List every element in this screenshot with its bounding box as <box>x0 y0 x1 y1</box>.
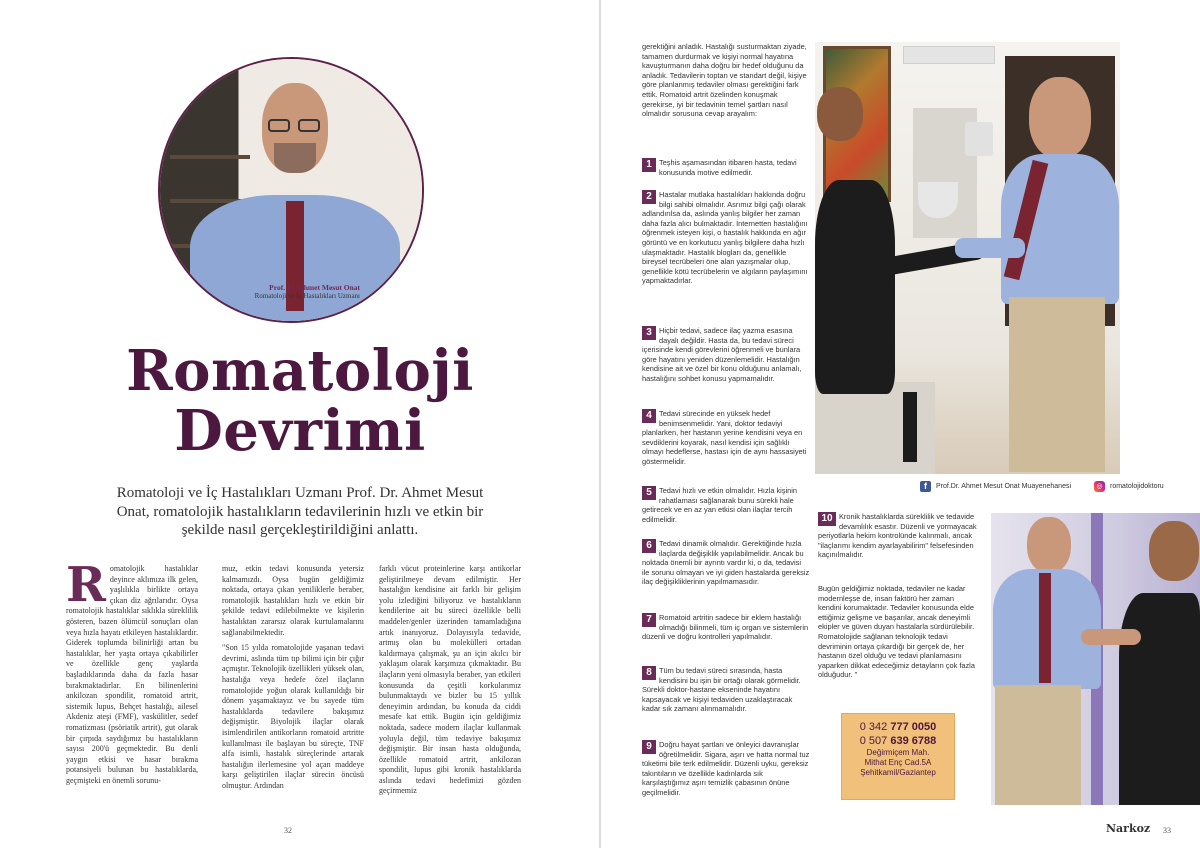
phone-1[interactable]: 0 342 777 0050 <box>859 721 937 733</box>
list-item <box>642 613 810 642</box>
article-lead: Romatoloji ve İç Hastalıkları Uzmanı Prof. Dr. Ahmet Mesut Onat, romatolojik hastalıkların tedavilerinin hızlı ve etkin bir şekilde nasıl gerçekleştirildiğini anlattı. <box>116 485 484 538</box>
list-item <box>642 666 810 714</box>
body-column-2 <box>222 564 364 814</box>
list-item <box>642 326 810 384</box>
closing-paragraph: Bugün geldiğimiz noktada, tedaviler ne kadar modernleşse de, insan faktörü her zaman kendini korumaktadır. Tedaviler konusunda elde ettiğimiz gelişme ve başarılar, ancak deneyimli ekipler ve güven duyan hastalarla sürdürülebilir. Romatolojide sağlanan teknolojik tedavi devriminin ortaya çıkardığı bir gerçek de, her hastanın özel olduğu ve tedavi planlamasını yaparken dikkat edeceğimiz detayların çok fazla olduğudur. " <box>818 584 975 680</box>
item-number: 9 <box>642 740 656 754</box>
examination-photo <box>991 513 1200 805</box>
column2-paragraph-2: "Son 15 yılda romatolojide yaşanan tedavi devrimi, aslında tüm tıp bilimi için bir çığır açmıştır. Teknolojik özellikleri yüksek olan, hastalığa veya hedefe özel ilaçların romatolojide yoğun olarak kullanıldığı bir dönem yaşamaktayız ve bu sayede tüm hastalıklarda tedavilere bakışımız değişmiştir. Biyolojik ilaçlar olarak isimlendirilen antikorların romatoid artritte kullanılması ile başlayan bu süreçte, TNF alfa isimli, hastalık süreçlerinde artarak hastalığın ilerlemesine yol açan maddeye karşı geliştirilen ilaçlar sürecin öncüsü olmuştur. Ardından <box>222 643 364 790</box>
item-number: 6 <box>642 539 656 553</box>
item-number: 10 <box>818 512 836 526</box>
item-number: 1 <box>642 158 656 172</box>
instagram-handle[interactable]: romatolojidoktoru <box>1110 483 1164 490</box>
item-number: 5 <box>642 486 656 500</box>
portrait-caption <box>236 283 360 300</box>
item-number: 8 <box>642 666 656 680</box>
social-links <box>920 481 1180 495</box>
column1-text: omatolojik hastalıklar deyince aklımıza ilk gelen, yaşlılıkla birlikte ortaya çıkan diz ağrılarıdır. Oysa romatolojik hastalıklar sıklıkla süreklilik gösteren, bazen ölümcül sonuçları olan veya hızla hayatı etkileyen hastalıklardır. Giderek toplumda bilinirliği artan bu hastalıklar, her yaşta ortaya çıkabilirler ve özellikle genç yaşlarda başladıklarında daha da fazla hasar bırakmaktadırlar. En bilinenlerini ankilozan spondilit, romatoid artrit, sistemik lupus, Behçet hastalığı, ailesel Akdeniz ateşi (FMF), vaskülitler, sedef romatizması (psöriatik artrit), gut olarak bir çırpıda saydığımız bu hastalıkların sayısı 200'ü geçmektedir. Bu denli yaygın etkisi ve hasar bırakma potansiyeli bulunan bu hastalıklarda, geçmişteki en önemli sorunu- <box>66 564 198 785</box>
magazine-brand: Narkoz <box>1106 822 1151 835</box>
item-text: Tüm bu tedavi süreci sırasında, hasta kendisini bu işin bir ortağı olarak görmelidir. Sürekli doktor-hastane ekseninde hayatını kapsayacak ve kişiyi tedaviden uzaklaştıracak kadar sık zamanı alınmamalıdır. <box>642 666 801 714</box>
list-item <box>642 486 810 524</box>
caption-name: Prof. Dr. Ahmet Mesut Onat <box>269 283 360 292</box>
list-item <box>642 409 810 467</box>
clinic-photo <box>815 42 1120 474</box>
address-line-1: Değirmiçem Mah. <box>866 748 930 757</box>
body-column-1 <box>66 557 198 814</box>
list-item <box>642 190 810 286</box>
item-text: Hastalar mutlaka hastalıkları hakkında doğru bilgi sahibi olmalıdır. Asrımız bilgi çağı olarak adlandırılsa da, aslında yanlış bilgiler her zaman daha fazla alıcı bulmaktadır. İnternetten hastalığını öğrenmek isteyen kişi, o hastalık hakkında en ağır görüntü ve en korkutucu yanlış bilgilere daha hızlı ulaşmaktadır. Hastalık blogları da, genellikle bireysel tecrübeleri öne alan yazışmalar olup, genellikle kötü tecrübelerin ve algıların paylaşımını yapmaktadırlar. <box>642 190 808 286</box>
item-text: Tedavi hızlı ve etkin olmalıdır. Hızla kişinin rahatlaması sağlanarak bunu sürekli hale getirecek ve en az yan etkisi olan ilaçlar tercih edilmelidir. <box>642 486 798 524</box>
item-text: Tedavi dinamik olmalıdır. Gerektiğinde hızla ilaçlarda değişiklik yapılabilmelidir. Ancak bu noktada önemli bir ayrıntı vardır ki, o da, tedavisi ile sorunu olmayan ve iyi giden hastalarda gereksiz ilaç değişikliklerinin yapılmamasıdır. <box>642 539 810 587</box>
phone-2[interactable]: 0 507 639 6788 <box>859 735 937 747</box>
intro-text: gerektiğini anladık. Hastalığı susturmaktan ziyade, tamamen durdurmak ve kişiyi normal hayatına kavuşturmanın daha doğru bir hedef olduğunu da anladık. Tedavilerin toptan ve standart değil, kişiye göre planlanmış tedaviler olması gerektiğini fark ettik. Romatoid artrit özelinden konuşmak gerekirse, iyi bir tedavinin temel şartları nasıl olmalıdır sorusuna cevap arayalım: <box>642 42 807 119</box>
caption-role: Romatoloji ve İç Hastalıkları Uzmanı <box>254 292 360 300</box>
contact-box <box>841 713 955 800</box>
item-text: Teşhis aşamasından itibaren hasta, tedavi konusunda motive edilmedir. <box>659 158 797 177</box>
article-title-line1: Romatoloji <box>126 338 474 404</box>
item-text: Tedavi sürecinde en yüksek hedef benimsenmelidir. Yani, doktor tedaviyi planlarken, her hastanın yerine kendisini veya en sevdiklerini koyarak, nasıl kendisi için sağlıklı olmayı hedeflerse, hastası için de aynı hassasiyeti göstermelidir. <box>642 409 807 466</box>
facebook-icon[interactable]: f <box>920 481 931 492</box>
item-number: 7 <box>642 613 656 627</box>
item-number: 4 <box>642 409 656 423</box>
list-item-10 <box>818 512 978 560</box>
column3-text: farklı vücut proteinlerine karşı antikorlar geliştirilmeye devam edilmiştir. Her hastalığın kendisine ait farklı bir gelişim yolu izlediğini biliyoruz ve hastalıkların kendilerine ait bu süreci özellikle belli maddeler/genler üzerinden tamamladığına artık inanıyoruz. Dolayısıyla tedavide, artmış olan bu molekülleri ortadan kaldırmaya çalışmak, şu an için akılcı bir yaklaşım olarak karşımıza çıkmaktadır. Bu ilaçların yeni olmasıyla beraber, yan etkileri konusunda da çeşitli korkularımız bulunmaktaydı ve bizler bu 15 yıllık deneyimin ardından, bu konuda da ciddi mesafe kat ettik. Bugün için geldiğimiz noktada, sadece modern ilaçlar kullanmak yoluyla değil, tüm tedaviye bakışımız değişmiştir. Bir insan hasta olduğunda, özellikle romatoid artrit, ankilozan spondilit, lupus gibi kronik hastalıklarda aslında tedavi hedefimizi gözden geçirmemiz <box>379 564 521 796</box>
address-line-3: Şehitkamil/Gaziantep <box>860 768 936 777</box>
item-number: 2 <box>642 190 656 204</box>
list-item <box>642 539 810 587</box>
body-column-3 <box>379 564 521 814</box>
facebook-page-name[interactable]: Prof.Dr. Ahmet Mesut Onat Muayenehanesi <box>936 483 1072 490</box>
article-title-line2: Devrimi <box>174 398 426 464</box>
item-number: 3 <box>642 326 656 340</box>
right-intro <box>642 42 810 119</box>
column2-paragraph-1: muz, etkin tedavi konusunda yetersiz kalmamızdı. Oysa bugün geldiğimiz noktada, ortaya çıkan yeniliklerle beraber, romatolojik hastalıkları hızlı ve etkin bir şekilde tedavi edilebilmekte ve kişilerin hastalıktan zararsız olarak kurtulamalarını sağlanabilmektedir. <box>222 564 364 637</box>
dropcap: R <box>66 557 106 613</box>
list-item <box>642 740 810 798</box>
item-text: Doğru hayat şartları ve önleyici davranışlar öğretilmelidir. Sigara, aşırı ve hatta normal tuz tüketimi bile terk edilmelidir. Düzenli uyku, gereksiz takıntıların ve özellikle kadınlarda sık karşılaştığımız aşırı temizlik çabasının önüne geçilmelidir. <box>642 740 810 797</box>
page-number-right: 33 <box>1163 826 1171 835</box>
item-text: Hiçbir tedavi, sadece ilaç yazma esasına dayalı değildir. Hasta da, bu tedavi süreci içerisinde kendi görevlerini öğrenmeli ve bunlara göre hayatını yeniden düzenlemelidir. Hastalığın kendisine ait ve özel bir konu olduğunu anlamalı, hastalığını sohbet konusu yapmamalıdır. <box>642 326 802 383</box>
instagram-icon[interactable]: ◎ <box>1094 481 1105 492</box>
page-gutter <box>599 0 601 848</box>
address-line-2: Mithat Enç Cad.5A <box>864 758 932 767</box>
item-text: Romatoid artritin sadece bir eklem hastalığı olmadığı bilinmeli, tüm iç organ ve sistemlerin düzenli ve doğru kontrolleri yapılmalıdır. <box>642 613 809 642</box>
list-item <box>642 158 810 177</box>
item-text: Kronik hastalıklarda süreklilik ve tedavide devamlılık esastır. Düzenli ve yormayacak periyotlarla hekim kontrolünde kalınmalı, ancak "ilaçlarımı kendim ayarlayabilirim" felsefesinden kaçınılmalıdır. <box>818 512 977 560</box>
page-number-left: 32 <box>284 826 292 835</box>
